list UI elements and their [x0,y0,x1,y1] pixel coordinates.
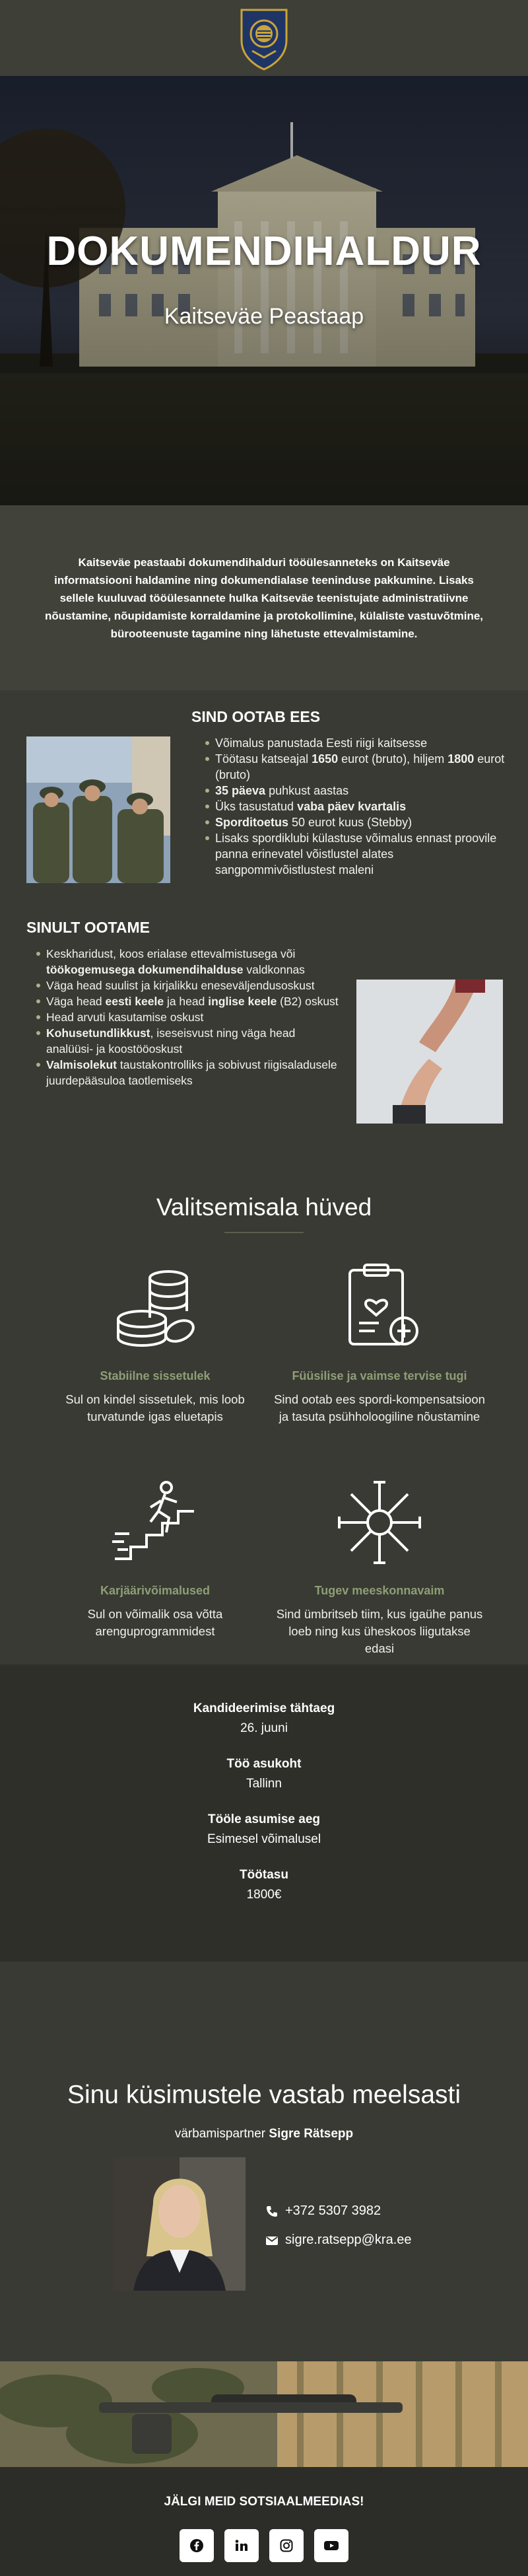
offer-list-item [203,830,508,878]
sniper-rifle-photo [0,2361,528,2467]
start-date-value: Esimesel võimalusel [207,1832,321,1846]
social-links [0,2529,528,2562]
requirements-list-item [34,993,345,1009]
offer-list-item [203,735,508,751]
location-label: Töö asukoht [226,1757,302,1771]
requirements-list-item [34,978,345,993]
offer-list-item [203,783,508,799]
team-hands-icon [330,1473,429,1572]
phone-link[interactable] [265,2203,381,2219]
career-stairs-icon [106,1473,205,1572]
offer-list-item-text: 35 päeva [215,784,266,797]
requirements-list-item-text: eesti keele [105,995,164,1008]
offer-list-item-text: 1650 [312,752,339,766]
deadline-value: 26. juuni [240,1721,288,1735]
offer-list-item-text: Töötasu katseajal [215,752,312,766]
email-icon [265,2234,279,2247]
recruiter-portrait [114,2157,246,2291]
medical-clipboard-icon [330,1258,429,1357]
requirements-list-item-text: ja head [164,995,209,1008]
requirements-section [0,918,528,1172]
offer-list-item [203,799,508,814]
facebook-icon [189,2538,204,2553]
offer-list-item-text: eurot (bruto), hiljem [338,752,448,766]
requirements-list-item-text: inglise keele [208,995,277,1008]
requirements-list-item [34,1025,345,1057]
recruiter-name: Sigre Rätsepp [269,2127,354,2141]
deadline-label: Kandideerimise tähtaeg [193,1701,335,1715]
offer-list-item-text: eurot (bruto) [215,752,505,781]
offer-list-item-text: 1800 [447,752,475,766]
requirements-title: SINULT OOTAME [26,919,150,936]
benefit-title-career: Karjäärivõimalused [100,1584,211,1597]
requirements-list-item-text: Valmisolekut [46,1058,117,1071]
requirements-list-item-text: Väga head suulist ja kirjalikku eneseväljendusoskust [46,979,315,992]
requirements-list-item [34,946,345,978]
benefits-title: Valitsemisala hüved [156,1194,372,1221]
offer-list-item-text: vaba päev kvartalis [297,800,407,813]
header-bar [0,0,528,76]
location-value: Tallinn [246,1777,282,1791]
offer-list-item [203,751,508,783]
benefits-section [0,1172,528,1664]
benefit-desc-income: Sul on kindel sissetulek, mis loob turvatunde igas eluetapis [65,1392,245,1423]
offer-section [0,690,528,918]
benefit-title-team: Tugev meeskonnavaim [314,1584,445,1597]
email-link[interactable] [265,2233,412,2248]
instagram-icon [279,2538,294,2553]
benefit-title-health: Füüsilise ja vaimse tervise tugi [292,1369,467,1382]
offer-list [203,735,508,878]
hero-subtitle: Kaitseväe Peastaap [164,304,364,329]
requirements-list-item-text: Kohusetundlikkust [46,1026,150,1040]
offer-list-item-text: Üks tasustatud [215,800,298,813]
benefit-card-team [274,1473,485,1657]
requirements-list-item-text: töökogemusega dokumendihalduse [46,963,244,976]
recruiter-role-prefix: värbamispartner [174,2127,269,2141]
start-date-label: Tööle asumise aeg [207,1812,320,1826]
offer-list-item [203,814,508,830]
requirements-list-item-text: Keskharidust, koos erialase ettevalmistusega või [46,947,296,960]
linkedin-button[interactable] [224,2529,259,2562]
phone-number: +372 5307 3982 [285,2203,381,2218]
contact-title: Sinu küsimustele vastab meelsasti [67,2081,461,2109]
benefit-title-income: Stabiilne sissetulek [100,1369,211,1382]
headquarters-building-photo [0,76,528,505]
email-address: sigre.ratsepp@kra.ee [285,2233,412,2247]
requirements-list-item [34,1057,345,1089]
offer-list-item-text: 50 eurot kuus (Stebby) [288,816,412,829]
intro-text: Kaitseväe peastaabi dokumendihalduri tööülesanneteks on Kaitseväe informatsiooni haldamine ning dokumendialase teeninduse pakkumine. Lisaks sellele kuuluvad tööülesannete hulka Kaitseväe teenistujate administratiivne nõustamine, nõupidamiste korraldamine ja protokollimine, külaliste vastuvõtmine, bürooteenuste tagamine ning lähetuste ettevalmistamine. [44,555,484,640]
benefits-divider [224,1232,304,1233]
benefit-card-income [50,1258,261,1425]
offer-title: SIND OOTAB EES [191,708,321,725]
youtube-icon [323,2538,339,2553]
benefit-card-career [50,1473,261,1640]
requirements-list-item-text: , iseseisvust ning väga head analüüsi- ja koostööoskust [46,1026,296,1055]
soldiers-photo [26,736,170,883]
job-details-section [0,1664,528,1962]
offer-list-item-text: Lisaks spordiklubi külastuse võimalus ennast proovile panna erinevatel võistlustel alates sangpommivõistlustest maleni [215,832,497,877]
coins-icon [106,1258,205,1357]
salary-label: Töötasu [240,1868,288,1882]
hero-banner [0,76,528,505]
instagram-button[interactable] [269,2529,304,2562]
requirements-list [34,946,345,1089]
facebook-button[interactable] [180,2529,214,2562]
requirements-list-item-text: valdkonnas [243,963,305,976]
hero-title: DOKUMENDIHALDUR [46,229,482,274]
linkedin-icon [234,2538,249,2553]
offer-list-item-text: puhkust aastas [265,784,349,797]
benefit-desc-career: Sul on võimalik osa võtta arenguprogrammidest [87,1607,223,1638]
salary-value: 1800€ [246,1888,282,1902]
footer [0,2467,528,2576]
benefit-desc-team: Sind ümbritseb tiim, kus igaühe panus loeb ning kus üheskoos liigutakse edasi [276,1607,483,1655]
offer-list-item-text: Sporditoetus [215,816,288,829]
handshake-photo [356,980,503,1124]
recruiter-role [0,2127,528,2141]
requirements-list-item-text: (B2) oskust [277,995,339,1008]
requirements-list-item [34,1009,345,1025]
intro-section [0,505,528,690]
defence-forces-crest-logo[interactable] [238,6,290,71]
benefit-card-health [274,1258,485,1425]
offer-list-item-text: Võimalus panustada Eesti riigi kaitsesse [215,736,428,750]
requirements-list-item-text: taustakontrolliks ja sobivust riigisaladusele juurdepääsuloa taotlemiseks [46,1058,337,1087]
contact-section [0,1962,528,2305]
youtube-button[interactable] [314,2529,348,2562]
phone-icon [265,2205,279,2218]
requirements-list-item-text: Väga head [46,995,106,1008]
benefit-desc-health: Sind ootab ees spordi-kompensatsioon ja tasuta psühholoogiline nõustamine [274,1392,485,1423]
requirements-list-item-text: Head arvuti kasutamise oskust [46,1011,204,1024]
footer-title: JÄLGI MEID SOTSIAALMEEDIAS! [164,2495,364,2509]
